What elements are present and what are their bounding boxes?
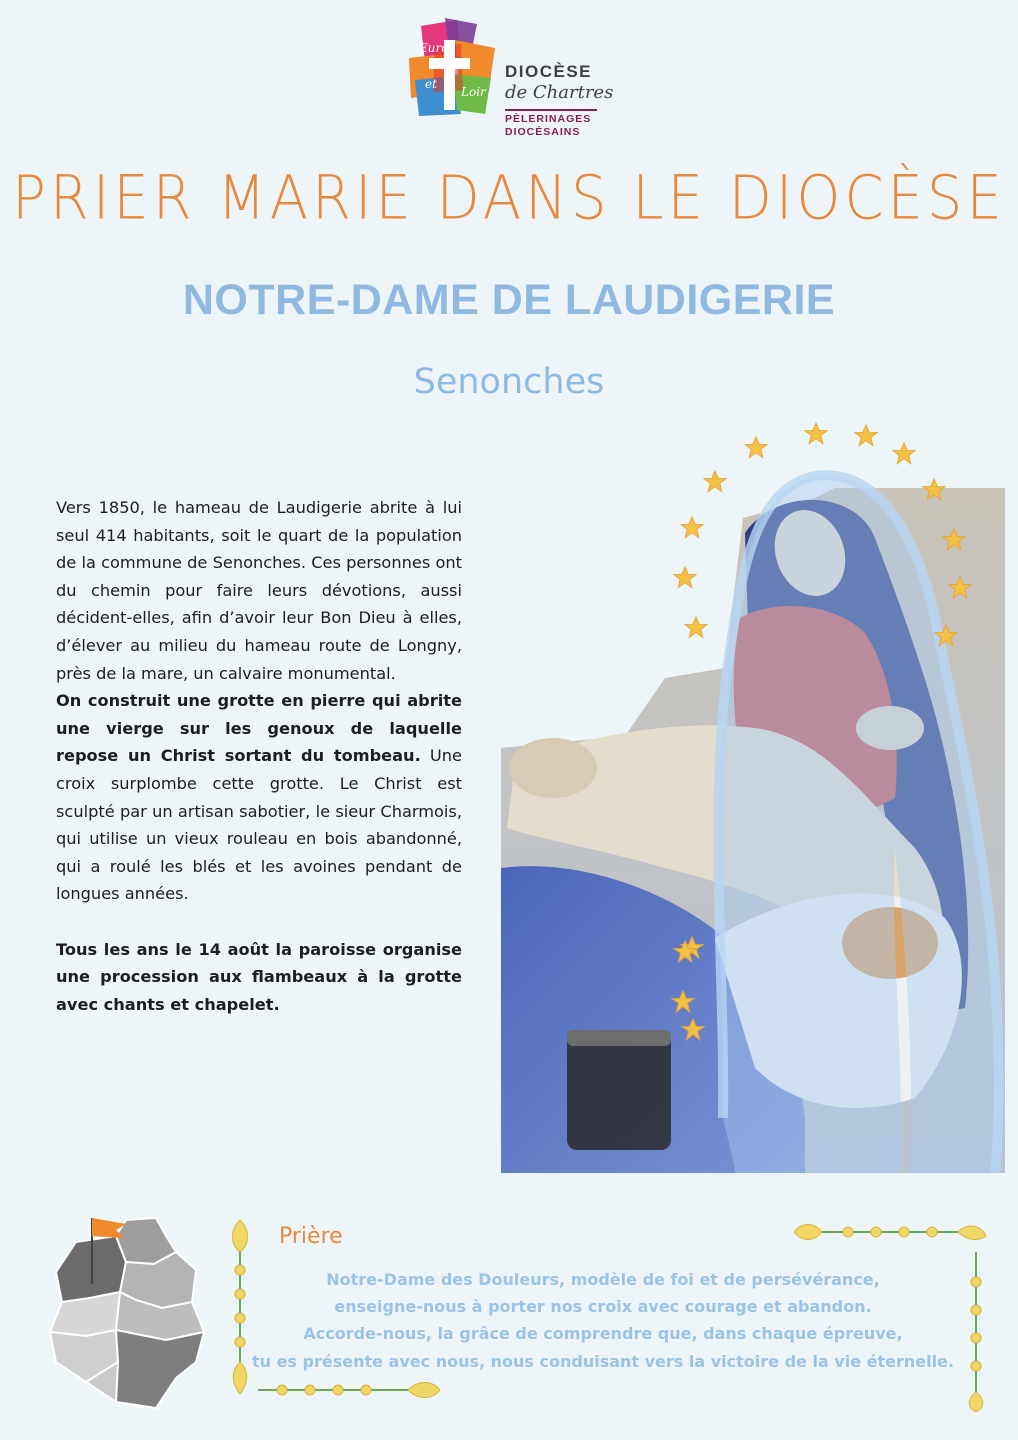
logo-word-loir: Loir: [461, 85, 486, 99]
star-icon: [685, 617, 707, 638]
history-paragraph-3: Tous les ans le 14 août la paroisse organise une procession aux flambeaux à la grotte avec chants et chapelet.: [56, 939, 462, 1014]
prayer-line: Notre-Dame des Douleurs, modèle de foi et de persévérance,: [326, 1270, 880, 1289]
star-icon: [893, 443, 915, 464]
diocese-logo-icon: [405, 18, 497, 118]
location-name: Senonches: [413, 362, 605, 402]
logo-text-diocese: DIOCÈSE: [505, 62, 593, 81]
history-paragraph-2-rest: Une croix surplombe cette grotte. Le Christ est sculpté par un artisan sabotier, le sieur Charmois, qui utilise un vieux rouleau en bois abandonné, qui a roulé les blés et les avoines pendant de longues années.: [56, 746, 462, 904]
logo-text-line4: DIOCÉSAINS: [505, 126, 581, 138]
paragraph-spacer: [56, 908, 462, 936]
star-icon: [745, 437, 767, 458]
star-icon: [935, 625, 957, 646]
prayer-line: Accorde-nous, la grâce de comprendre que, dans chaque épreuve,: [303, 1324, 903, 1344]
star-icon: [805, 423, 827, 444]
logo-word-eure: Eure: [419, 41, 449, 55]
logo-word-et: et: [425, 77, 437, 91]
candle-jar-rim: [567, 1030, 671, 1046]
logo-text-pelerinages: [505, 113, 591, 139]
star-icon: [923, 479, 945, 500]
history-paragraph-2: [56, 687, 462, 908]
prayer-text: [240, 1266, 966, 1375]
history-paragraph-1: Vers 1850, le hameau de Laudigerie abrite à lui seul 414 habitants, soit le quart de la population de la commune de Senonches. Ces personnes ont du chemin pour faire leurs dévotions, aussi décident-elles, afin d’avoir leur Bon Dieu à elles, d’élever au milieu du hameau route de Longny, près de la mare, un calvaire monumental.: [56, 498, 462, 683]
star-icon: [855, 425, 877, 446]
christ-head: [509, 738, 597, 798]
star-icon: [704, 471, 726, 492]
prayer-heading: Prière: [279, 1224, 343, 1249]
prayer-line: tu es présente avec nous, nous conduisant vers la victoire de la vie éternelle.: [251, 1351, 955, 1371]
map-icon: [46, 1212, 210, 1412]
star-icon: [681, 517, 703, 538]
candle-jar: [567, 1030, 671, 1150]
diocese-logo: [405, 18, 615, 143]
star-icon: [674, 567, 696, 588]
star-icon: [949, 577, 971, 598]
page-subtitle: NOTRE-DAME DE LAUDIGERIE: [182, 276, 836, 324]
logo-text-line3: PÈLERINAGES: [505, 113, 592, 125]
history-paragraph-2-bold: On construit une grotte en pierre qui abrite une vierge sur les genoux de laquelle repose un Christ sortant du tombeau.: [56, 691, 462, 766]
history-text: [56, 494, 462, 1018]
logo-divider: [505, 109, 597, 111]
prayer-line: enseigne-nous à porter nos croix avec courage et abandon.: [334, 1297, 872, 1317]
map-zone: [116, 1330, 204, 1408]
star-icon: [943, 529, 965, 550]
star-halo: [660, 418, 980, 648]
logo-text-chartres: de Chartres: [505, 82, 614, 103]
page-title: PRIER MARIE DANS LE DIOCÈSE: [12, 163, 1006, 234]
